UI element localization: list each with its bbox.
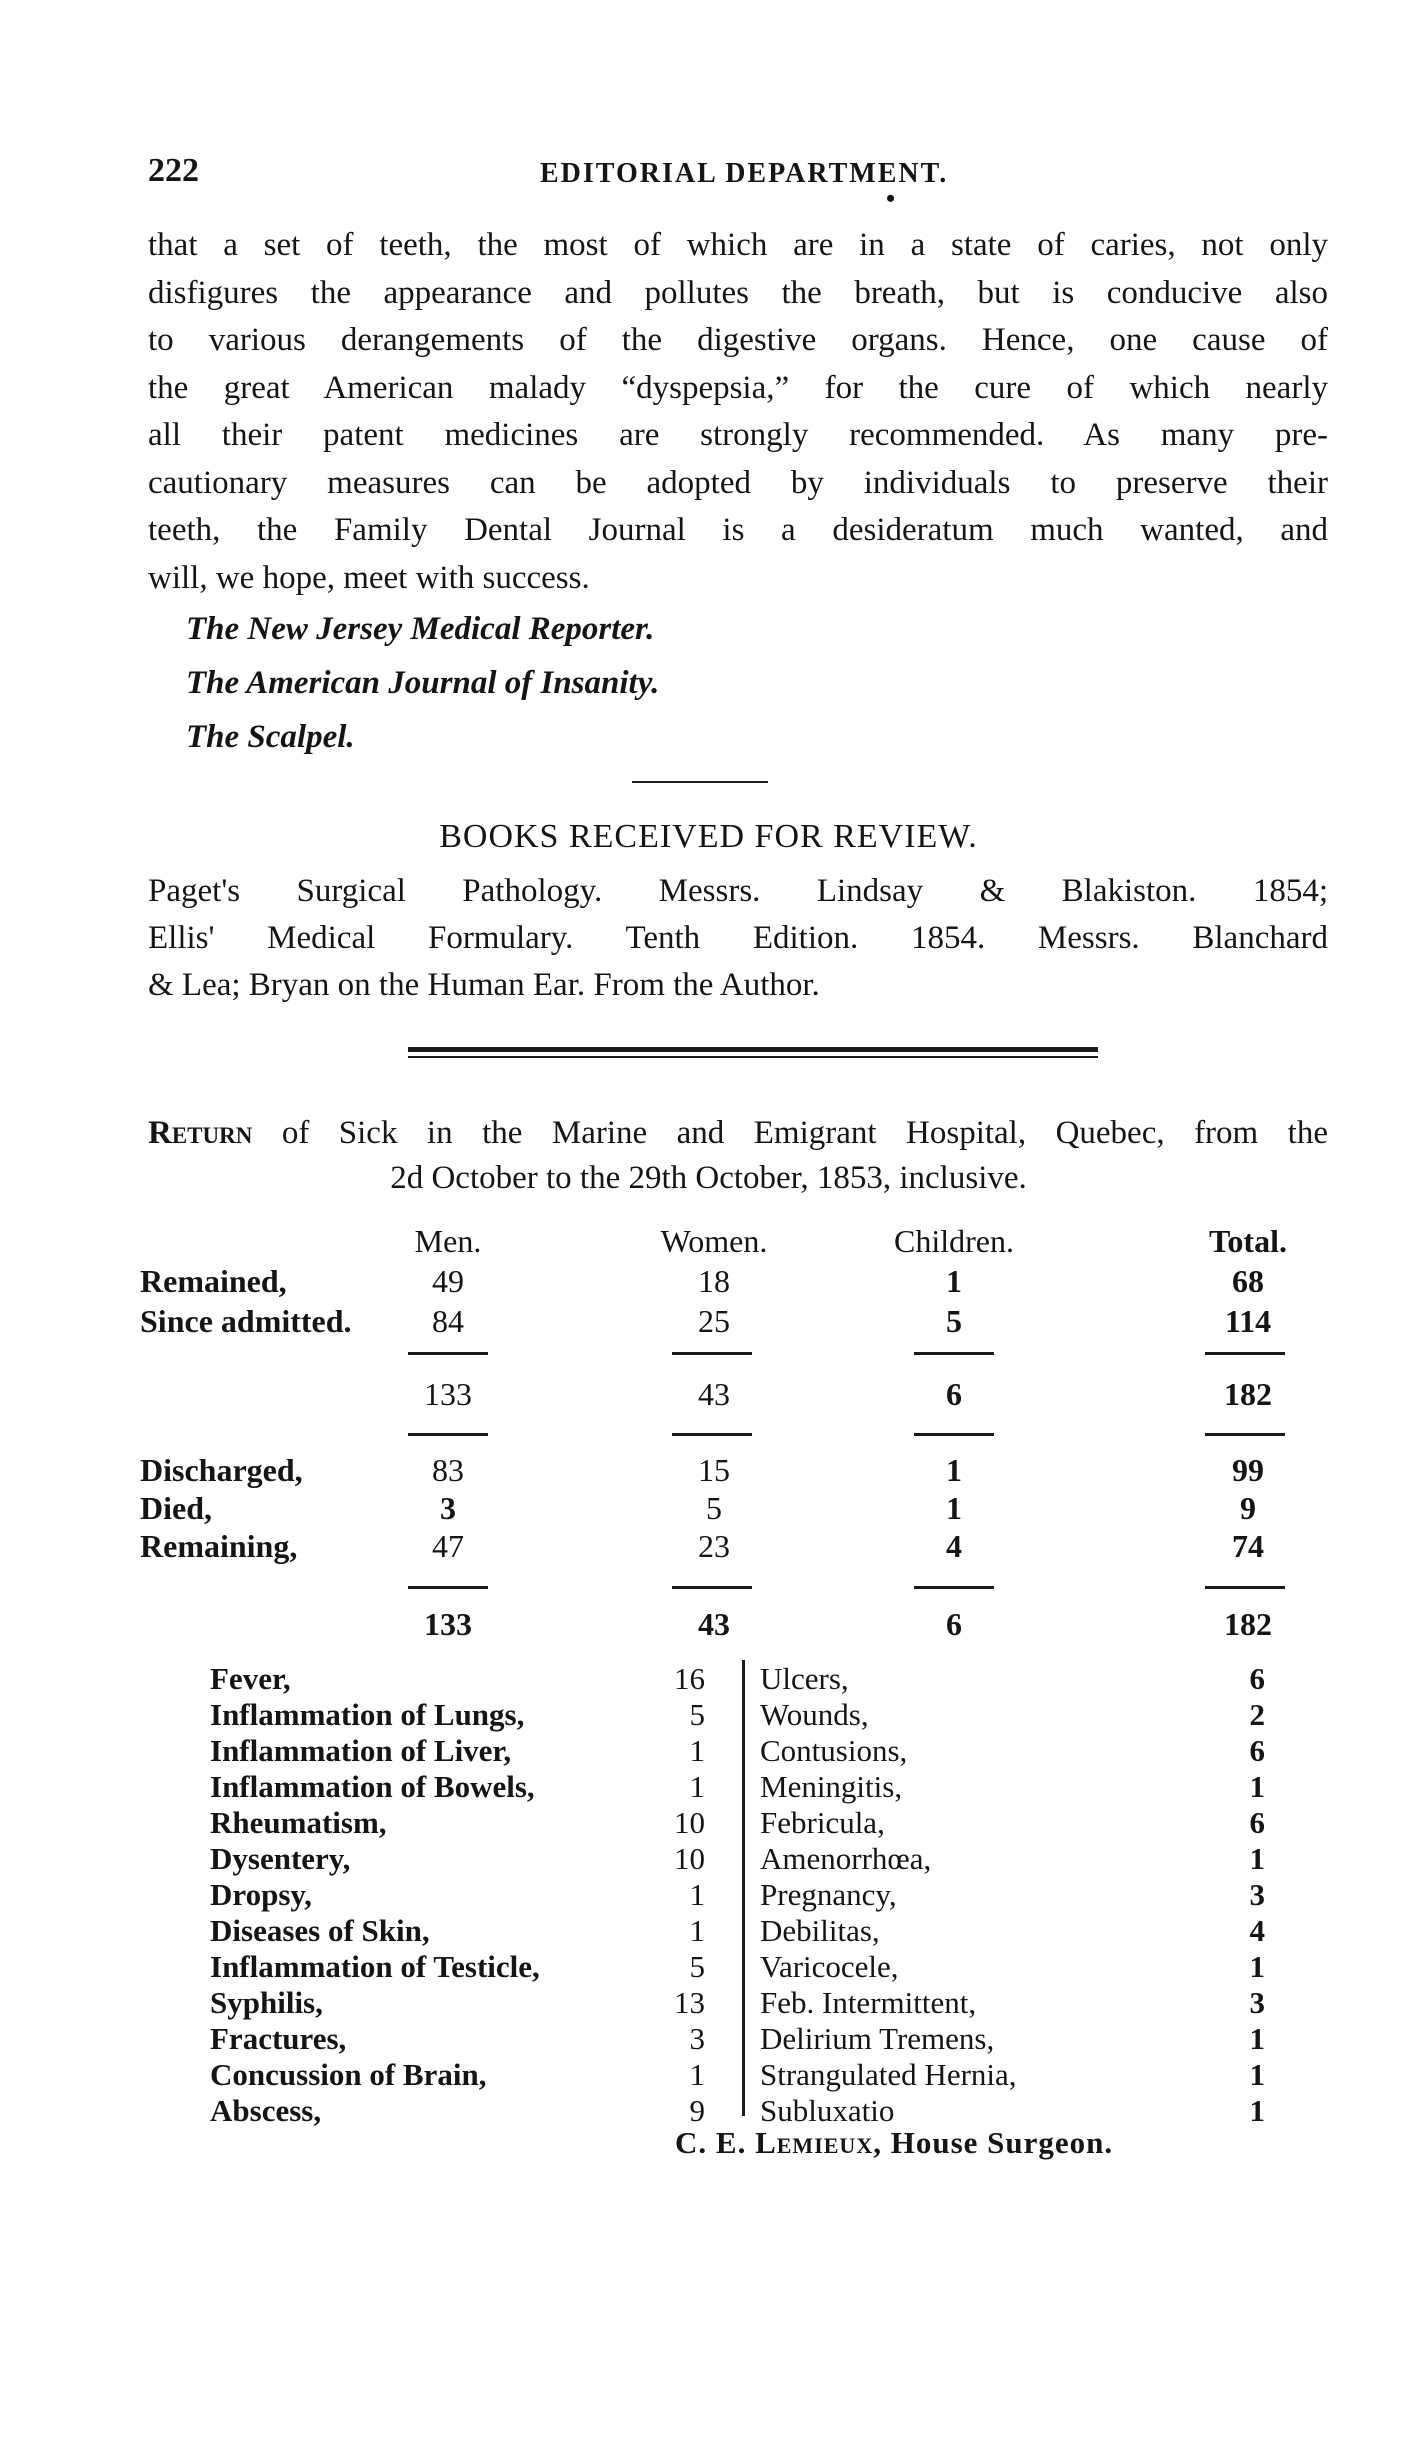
disease-count: 1 bbox=[1249, 1841, 1265, 1876]
disease-name: Concussion of Brain, bbox=[210, 2057, 487, 2092]
paragraph-line: all their patent medicines are strongly recommended. As many pre- bbox=[148, 417, 1328, 453]
disease-count: 3 bbox=[1249, 1985, 1265, 2020]
disease-count: 1 bbox=[689, 1913, 705, 1948]
disease-name: Pregnancy, bbox=[760, 1877, 897, 1912]
cell-value: 83 bbox=[432, 1452, 464, 1488]
disease-name: Wounds, bbox=[760, 1697, 869, 1732]
disease-name: Debilitas, bbox=[760, 1913, 880, 1948]
row-label-died: Died, bbox=[140, 1490, 212, 1526]
return-heading-line2: 2d October to the 29th October, 1853, inclusive. bbox=[390, 1160, 1027, 1196]
signature-initials: C. E. bbox=[675, 2125, 747, 2160]
disease-count: 13 bbox=[674, 1985, 705, 2020]
paragraph-line: teeth, the Family Dental Journal is a desideratum much wanted, and bbox=[148, 512, 1328, 548]
disease-count: 6 bbox=[1249, 1805, 1265, 1840]
cell-value: 4 bbox=[946, 1528, 962, 1564]
cell-value: 84 bbox=[432, 1303, 464, 1339]
disease-name: Delirium Tremens, bbox=[760, 2021, 995, 2056]
column-header-children: Children. bbox=[894, 1223, 1014, 1259]
books-line: & Lea; Bryan on the Human Ear. From the Author. bbox=[148, 967, 820, 1003]
disease-name: Subluxatio bbox=[760, 2093, 895, 2128]
books-heading: BOOKS RECEIVED FOR REVIEW. bbox=[439, 818, 978, 855]
sum-rule bbox=[914, 1352, 994, 1355]
journal-title: The American Journal of Insanity. bbox=[186, 665, 660, 701]
disease-count: 6 bbox=[1249, 1733, 1265, 1768]
opening-paragraph bbox=[148, 222, 1328, 602]
journal-title: The New Jersey Medical Reporter. bbox=[186, 611, 655, 647]
cell-value: 114 bbox=[1224, 1303, 1272, 1339]
subtotal-value: 6 bbox=[946, 1376, 962, 1412]
return-heading-text: of Sick in the Marine and Emigrant Hospital, Quebec, from the bbox=[281, 1115, 1329, 1151]
running-title: EDITORIAL DEPARTMENT. bbox=[540, 158, 949, 189]
cell-value: 23 bbox=[698, 1528, 730, 1564]
signature bbox=[675, 2125, 1113, 2161]
cell-value: 9 bbox=[1240, 1490, 1256, 1526]
total-value: 43 bbox=[698, 1606, 730, 1642]
double-rule-top bbox=[408, 1047, 1098, 1052]
disease-name: Amenorrhœa, bbox=[760, 1841, 932, 1876]
sum-rule bbox=[1205, 1352, 1285, 1355]
disease-count: 16 bbox=[674, 1661, 705, 1696]
double-rule-bottom bbox=[408, 1056, 1098, 1058]
disease-count: 5 bbox=[689, 1949, 705, 1984]
return-heading-line1 bbox=[148, 1115, 1328, 1152]
disease-count: 1 bbox=[689, 1733, 705, 1768]
disease-count: 9 bbox=[689, 2093, 705, 2128]
disease-name: Abscess, bbox=[210, 2093, 322, 2128]
cell-value: 47 bbox=[432, 1528, 464, 1564]
row-label-discharged: Discharged, bbox=[140, 1452, 303, 1488]
row-label-since-admitted: Since admitted. bbox=[140, 1303, 352, 1339]
disease-count: 1 bbox=[1249, 2093, 1265, 2128]
books-list bbox=[148, 868, 1328, 1009]
disease-count: 6 bbox=[1249, 1661, 1265, 1696]
signature-name: Lemieux, bbox=[755, 2125, 882, 2160]
journal-list bbox=[186, 602, 659, 764]
sum-rule bbox=[672, 1352, 752, 1355]
paragraph-line: will, we hope, meet with success. bbox=[148, 559, 590, 596]
disease-name: Strangulated Hernia, bbox=[760, 2057, 1017, 2092]
cell-value: 18 bbox=[698, 1263, 730, 1299]
disease-name: Inflammation of Lungs, bbox=[210, 1697, 525, 1732]
disease-name: Syphilis, bbox=[210, 1985, 323, 2020]
disease-count: 1 bbox=[1249, 1769, 1265, 1804]
disease-count: 1 bbox=[689, 1877, 705, 1912]
disease-count: 10 bbox=[674, 1805, 705, 1840]
paragraph-line: the great American malady “dyspepsia,” for the cure of which nearly bbox=[148, 369, 1328, 406]
disease-count: 5 bbox=[689, 1697, 705, 1732]
cell-value: 15 bbox=[698, 1452, 730, 1488]
cell-value: 74 bbox=[1232, 1528, 1264, 1564]
disease-name: Inflammation of Bowels, bbox=[210, 1769, 535, 1804]
sum-rule bbox=[408, 1352, 488, 1355]
sum-rule bbox=[1205, 1586, 1285, 1589]
header-ornament: • bbox=[886, 184, 896, 213]
disease-count: 1 bbox=[1249, 1949, 1265, 1984]
disease-count: 1 bbox=[689, 2057, 705, 2092]
cell-value: 99 bbox=[1232, 1452, 1264, 1488]
disease-name: Inflammation of Liver, bbox=[210, 1733, 512, 1768]
sum-rule bbox=[1205, 1433, 1285, 1436]
disease-name: Feb. Intermittent, bbox=[760, 1985, 977, 2020]
disease-count: 1 bbox=[1249, 2057, 1265, 2092]
books-line: Ellis' Medical Formulary. Tenth Edition. 1854. Messrs. Blanchard bbox=[148, 920, 1328, 956]
paragraph-line: cautionary measures can be adopted by individuals to preserve their bbox=[148, 464, 1328, 501]
disease-name: Fractures, bbox=[210, 2021, 347, 2056]
cell-value: 1 bbox=[946, 1490, 962, 1526]
subtotal-value: 43 bbox=[698, 1376, 730, 1412]
sum-rule bbox=[408, 1586, 488, 1589]
disease-count: 1 bbox=[689, 1769, 705, 1804]
subtotal-value: 133 bbox=[424, 1376, 472, 1412]
return-lead: Return bbox=[148, 1115, 253, 1151]
row-label-remained: Remained, bbox=[140, 1263, 287, 1299]
disease-name: Diseases of Skin, bbox=[210, 1913, 430, 1948]
paragraph-line: that a set of teeth, the most of which are in a state of caries, not only bbox=[148, 227, 1328, 263]
sum-rule bbox=[914, 1586, 994, 1589]
disease-name: Ulcers, bbox=[760, 1661, 849, 1696]
subtotal-value: 182 bbox=[1224, 1376, 1272, 1412]
cell-value: 68 bbox=[1232, 1263, 1264, 1299]
sum-rule bbox=[672, 1586, 752, 1589]
disease-count: 10 bbox=[674, 1841, 705, 1876]
cell-value: 1 bbox=[946, 1452, 962, 1488]
cell-value: 1 bbox=[946, 1263, 962, 1299]
sum-rule bbox=[914, 1433, 994, 1436]
total-value: 6 bbox=[946, 1606, 962, 1642]
cell-value: 5 bbox=[706, 1490, 722, 1526]
sum-rule bbox=[672, 1433, 752, 1436]
page-number: 222 bbox=[148, 152, 199, 189]
total-value: 133 bbox=[424, 1606, 472, 1642]
disease-name: Varicocele, bbox=[760, 1949, 899, 1984]
disease-name: Inflammation of Testicle, bbox=[210, 1949, 540, 1984]
paragraph-line: to various derangements of the digestive organs. Hence, one cause of bbox=[148, 322, 1328, 358]
column-header-men: Men. bbox=[414, 1223, 482, 1259]
sum-rule bbox=[408, 1433, 488, 1436]
column-header-women: Women. bbox=[660, 1223, 768, 1259]
disease-name: Rheumatism, bbox=[210, 1805, 387, 1840]
disease-count: 3 bbox=[689, 2021, 705, 2056]
disease-count: 2 bbox=[1249, 1697, 1265, 1732]
row-label-remaining: Remaining, bbox=[140, 1528, 298, 1564]
journal-title: The Scalpel. bbox=[186, 719, 355, 755]
cell-value: 25 bbox=[698, 1303, 730, 1339]
disease-name: Dysentery, bbox=[210, 1841, 351, 1876]
cell-value: 5 bbox=[946, 1303, 962, 1339]
signature-title: House Surgeon. bbox=[890, 2125, 1114, 2160]
disease-name: Fever, bbox=[210, 1661, 291, 1696]
total-value: 182 bbox=[1224, 1606, 1272, 1642]
disease-count: 1 bbox=[1249, 2021, 1265, 2056]
cell-value: 3 bbox=[440, 1490, 456, 1526]
disease-name: Meningitis, bbox=[760, 1769, 903, 1804]
paragraph-line: disfigures the appearance and pollutes the breath, but is conducive also bbox=[148, 274, 1328, 311]
disease-count: 4 bbox=[1249, 1913, 1265, 1948]
disease-count: 3 bbox=[1249, 1877, 1265, 1912]
column-divider bbox=[742, 1660, 745, 2116]
section-divider bbox=[632, 781, 768, 783]
books-line: Paget's Surgical Pathology. Messrs. Lindsay & Blakiston. 1854; bbox=[148, 873, 1328, 909]
disease-name: Febricula, bbox=[760, 1805, 885, 1840]
cell-value: 49 bbox=[432, 1263, 464, 1299]
column-header-total: Total. bbox=[1209, 1223, 1287, 1259]
disease-name: Dropsy, bbox=[210, 1877, 312, 1912]
disease-name: Contusions, bbox=[760, 1733, 908, 1768]
